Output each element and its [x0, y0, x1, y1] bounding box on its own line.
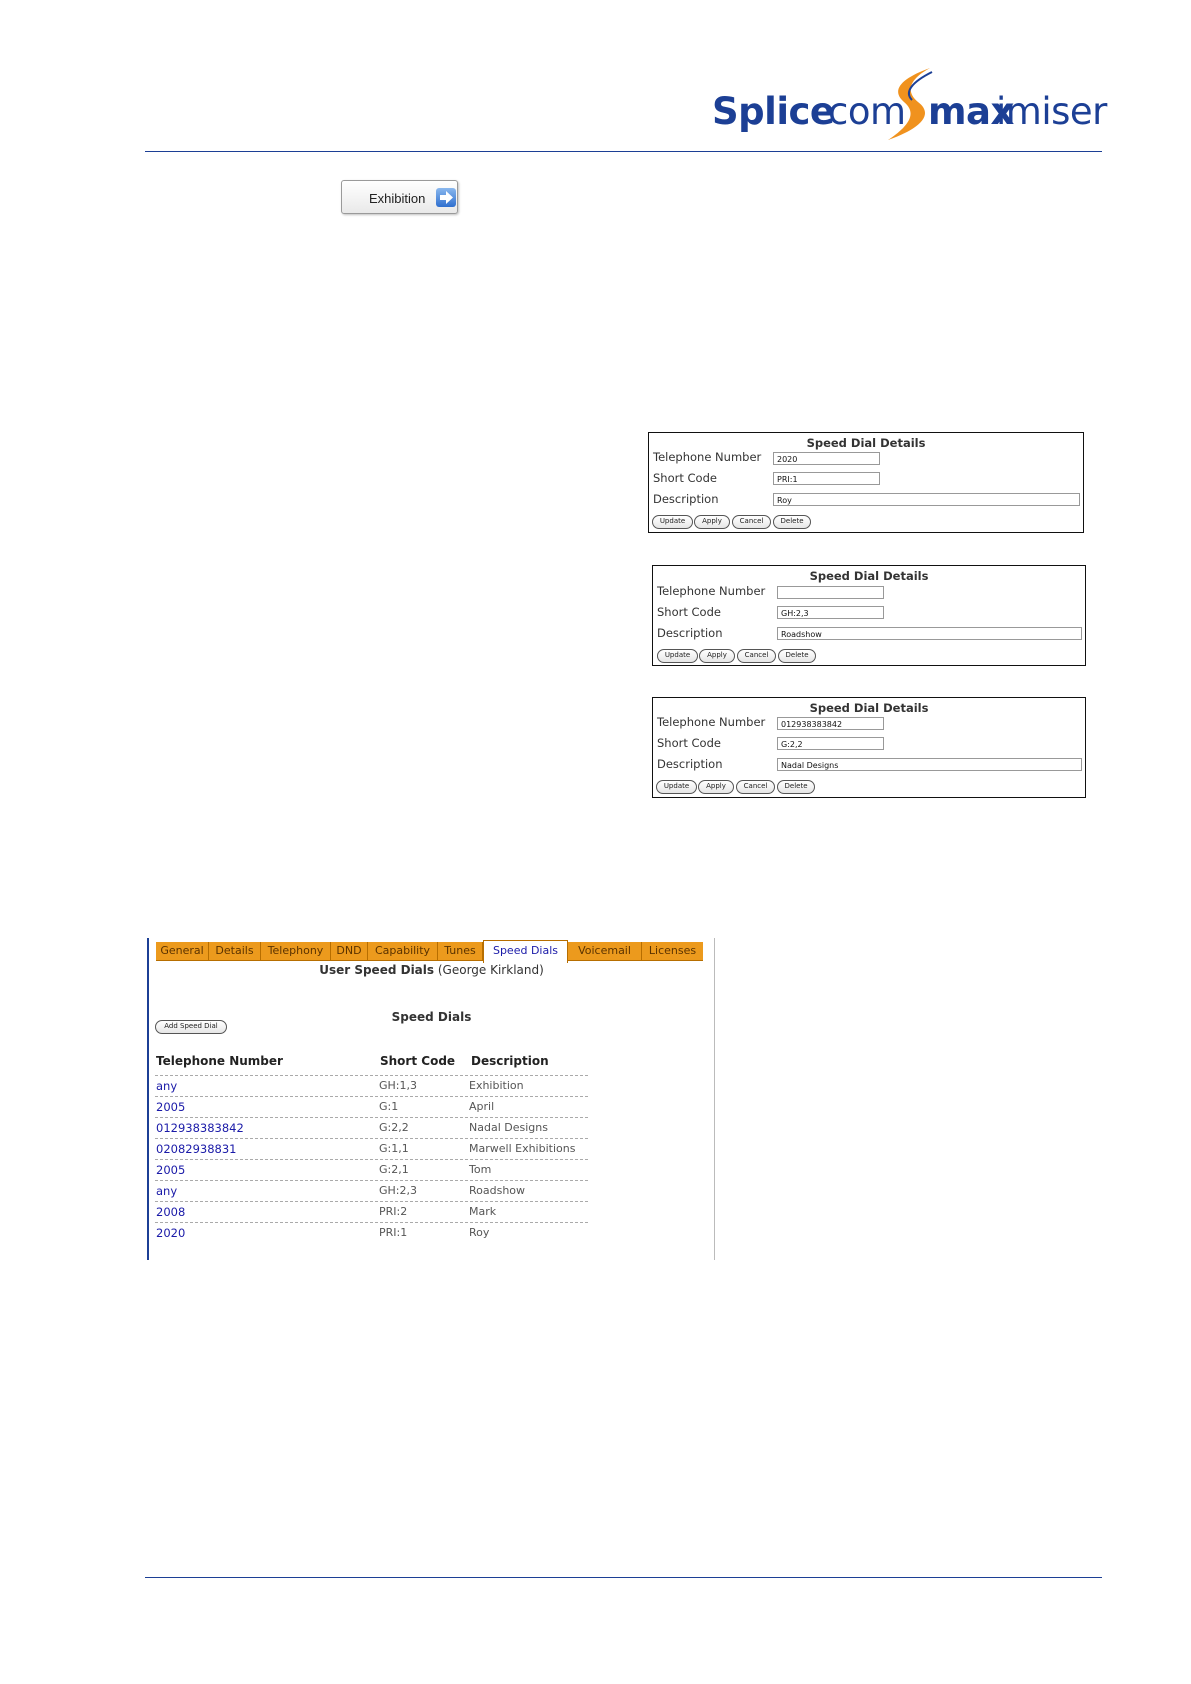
- panel-title: Speed Dial Details: [806, 436, 926, 450]
- speed-dial-details-panel: [648, 432, 1084, 533]
- description-field[interactable]: Roy: [773, 493, 1080, 506]
- short-code-cell: GH:2,3: [379, 1184, 417, 1197]
- short-code-field[interactable]: PRI:1: [773, 472, 880, 485]
- tab-voicemail[interactable]: Voicemail: [568, 942, 642, 960]
- update-button[interactable]: Update: [652, 515, 693, 529]
- column-header-description: Description: [471, 1054, 549, 1068]
- description-field[interactable]: Roadshow: [777, 627, 1082, 640]
- page-title-bold: User Speed Dials: [319, 963, 435, 977]
- telephone-number-link[interactable]: 2008: [156, 1205, 186, 1219]
- tab-general[interactable]: General: [156, 942, 209, 960]
- page-title-user: (George Kirkland): [437, 963, 544, 977]
- splicecom-maximiser-logo: [712, 60, 1112, 144]
- logo-text-imiser: imiser: [996, 90, 1107, 133]
- add-speed-dial-button[interactable]: Add Speed Dial: [155, 1020, 227, 1034]
- telephone-number-field[interactable]: 2020: [773, 452, 880, 465]
- tab-capability[interactable]: Capability: [368, 942, 438, 960]
- description-cell: April: [469, 1100, 495, 1113]
- description-cell: Tom: [469, 1163, 492, 1176]
- apply-button[interactable]: Apply: [698, 780, 734, 794]
- short-code-cell: G:1,1: [379, 1142, 409, 1155]
- description-cell: Marwell Exhibitions: [469, 1142, 576, 1155]
- tab-tunes[interactable]: Tunes: [438, 942, 483, 960]
- logo-text-com: com: [828, 90, 906, 133]
- short-code-cell: PRI:2: [379, 1205, 408, 1218]
- telephone-number-label: Telephone Number: [657, 584, 766, 598]
- panel-title: Speed Dial Details: [809, 701, 929, 715]
- table-row: [155, 1096, 588, 1118]
- description-cell: Nadal Designs: [469, 1121, 548, 1134]
- short-code-label: Short Code: [653, 471, 717, 485]
- description-label: Description: [653, 492, 719, 506]
- telephone-number-field[interactable]: 012938383842: [777, 717, 884, 730]
- user-speed-dials-screenshot: [147, 938, 715, 1260]
- tab-dnd[interactable]: DND: [331, 942, 368, 960]
- table-row: [155, 1117, 588, 1139]
- panel-title: Speed Dial Details: [809, 569, 929, 583]
- delete-button[interactable]: Delete: [773, 515, 811, 529]
- description-cell: Roadshow: [469, 1184, 526, 1197]
- table-row: [155, 1159, 588, 1181]
- table-row: [155, 1138, 588, 1160]
- apply-button[interactable]: Apply: [699, 649, 735, 663]
- description-cell: Mark: [469, 1205, 497, 1218]
- exhibition-button[interactable]: [341, 180, 458, 214]
- update-button[interactable]: Update: [656, 780, 697, 794]
- footer-rule: [145, 1577, 1102, 1578]
- speed-dial-details-panel: [652, 565, 1086, 666]
- short-code-field[interactable]: G:2,2: [777, 737, 884, 750]
- speed-dial-details-panel: [652, 697, 1086, 798]
- header-rule: [145, 151, 1102, 152]
- update-button[interactable]: Update: [657, 649, 698, 663]
- telephone-number-field[interactable]: [777, 586, 884, 599]
- telephone-number-link[interactable]: any: [156, 1079, 178, 1093]
- telephone-number-link[interactable]: 2020: [156, 1226, 186, 1240]
- short-code-cell: G:2,2: [379, 1121, 409, 1134]
- cancel-button[interactable]: Cancel: [736, 780, 775, 794]
- description-label: Description: [657, 626, 723, 640]
- telephone-number-label: Telephone Number: [657, 715, 766, 729]
- description-field[interactable]: Nadal Designs: [777, 758, 1082, 771]
- description-cell: Exhibition: [469, 1079, 524, 1092]
- column-header-telephone-number: Telephone Number: [156, 1054, 283, 1068]
- short-code-label: Short Code: [657, 605, 721, 619]
- short-code-cell: GH:1,3: [379, 1079, 417, 1092]
- short-code-cell: G:1: [379, 1100, 399, 1113]
- tab-speed-dials[interactable]: Speed Dials: [483, 940, 568, 963]
- table-row: [155, 1180, 588, 1202]
- delete-button[interactable]: Delete: [777, 780, 815, 794]
- table-row: [155, 1075, 588, 1097]
- tab-telephony[interactable]: Telephony: [261, 942, 331, 960]
- telephone-number-label: Telephone Number: [653, 450, 762, 464]
- short-code-cell: G:2,1: [379, 1163, 409, 1176]
- logo-text-max: max: [928, 90, 1014, 133]
- tab-bar: [156, 942, 703, 961]
- description-cell: Roy: [469, 1226, 490, 1239]
- telephone-number-link[interactable]: any: [156, 1184, 178, 1198]
- tab-details[interactable]: Details: [209, 942, 261, 960]
- logo-text-splice: Splice: [712, 90, 835, 133]
- telephone-number-link[interactable]: 2005: [156, 1100, 186, 1114]
- column-header-short-code: Short Code: [380, 1054, 456, 1068]
- arrow-right-icon: [436, 188, 456, 207]
- description-label: Description: [657, 757, 723, 771]
- section-title: Speed Dials: [391, 1010, 472, 1024]
- apply-button[interactable]: Apply: [694, 515, 730, 529]
- cancel-button[interactable]: Cancel: [732, 515, 771, 529]
- short-code-cell: PRI:1: [379, 1226, 408, 1239]
- delete-button[interactable]: Delete: [778, 649, 816, 663]
- table-row: [155, 1201, 588, 1223]
- short-code-field[interactable]: GH:2,3: [777, 606, 884, 619]
- page-title: [149, 963, 714, 977]
- exhibition-button-label: Exhibition: [369, 191, 426, 206]
- telephone-number-link[interactable]: 012938383842: [156, 1121, 244, 1135]
- telephone-number-link[interactable]: 2005: [156, 1163, 186, 1177]
- telephone-number-link[interactable]: 02082938831: [156, 1142, 237, 1156]
- cancel-button[interactable]: Cancel: [737, 649, 776, 663]
- table-row: [155, 1222, 588, 1244]
- tab-licenses[interactable]: Licenses: [648, 944, 697, 957]
- short-code-label: Short Code: [657, 736, 721, 750]
